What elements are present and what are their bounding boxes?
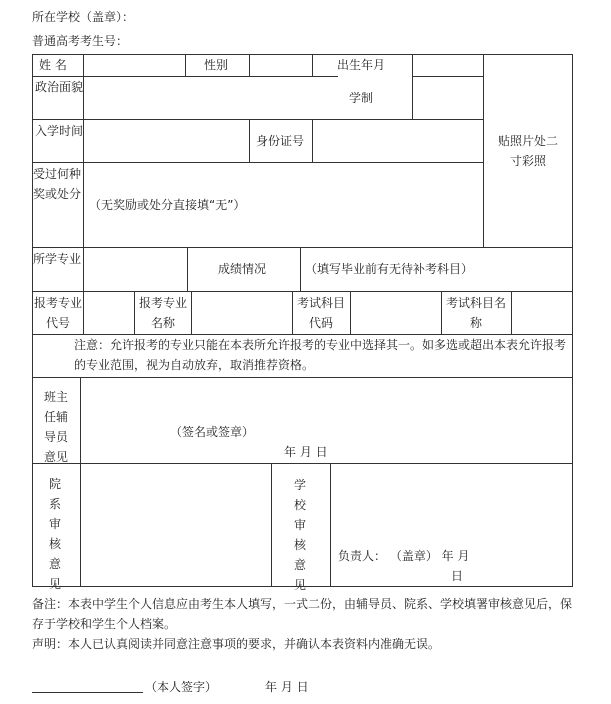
application-form-table — [32, 54, 573, 592]
grades-hint: （填写毕业前有无待补考科目） — [305, 262, 474, 276]
exam-subject-code-field[interactable] — [351, 292, 441, 334]
grades-field[interactable] — [301, 248, 572, 291]
department-review-field[interactable] — [81, 464, 271, 586]
politics-label: 政治面貌 — [35, 80, 84, 94]
school-signature-day: 日 — [451, 569, 464, 583]
apply-major-name-label: 报考专业名称 — [138, 296, 187, 330]
gender-label: 性别 — [204, 58, 229, 72]
politics-field[interactable] — [84, 77, 312, 119]
remarks-text: 备注：本表中学生个人信息应由考生本人填写，一式二份，由辅导员、院系、学校填署审核意见后，保存于学校和学生个人档案。 — [32, 597, 573, 631]
enrollment-date-label: 入学时间 — [35, 124, 84, 138]
school-line: 所在学校（盖章）： — [32, 10, 135, 24]
major-label: 所学专业 — [33, 252, 82, 266]
exam-number-line: 普通高考考生号： — [32, 34, 129, 48]
advisor-opinion-label: 班主任辅导员意见 — [43, 390, 68, 464]
award-hint: （无奖励或处分直接填“无”） — [89, 198, 246, 212]
notice-text: 注意：允许报考的专业只能在本表所允许报考的专业中选择其一。如多选或超出本表允许报考的专业范围，视为自动放弃，取消推荐资格。 — [74, 338, 567, 372]
school-review-label: 学校审核意见 — [293, 478, 306, 592]
photo-placeholder: 贴照片处二寸彩照 — [498, 134, 559, 168]
award-field[interactable] — [84, 163, 483, 247]
name-label: 姓 名 — [39, 58, 67, 72]
award-punishment-label: 受过何种奖或处分 — [33, 167, 82, 201]
department-review-label: 院系审核意见 — [48, 477, 61, 591]
schooling-years-label: 学制 — [349, 91, 374, 105]
photo-area[interactable] — [484, 55, 572, 247]
apply-major-name-field[interactable] — [192, 292, 292, 334]
advisor-signature-hint: （签名或签章） — [170, 425, 255, 439]
schooling-years-field[interactable] — [413, 77, 483, 119]
grades-label: 成绩情况 — [218, 262, 267, 276]
apply-major-code-label: 报考专业代号 — [34, 296, 83, 330]
advisor-opinion-field[interactable] — [81, 378, 572, 463]
statement-text: 声明：本人已认真阅读并同意注意事项的要求，并确认本表资料内准确无误。 — [32, 637, 441, 651]
exam-subject-code-label: 考试科目代码 — [296, 296, 345, 330]
gender-field[interactable] — [250, 55, 312, 76]
id-number-label: 身份证号 — [256, 134, 305, 148]
school-review-field[interactable] — [331, 464, 572, 586]
exam-subject-name-label: 考试科目名称 — [445, 296, 506, 330]
advisor-date: 年 月 日 — [284, 445, 328, 459]
signature-line[interactable] — [32, 692, 143, 693]
signature-label: （本人签字） — [145, 680, 218, 694]
enrollment-date-field[interactable] — [84, 120, 249, 162]
apply-major-code-field[interactable] — [84, 292, 134, 334]
signature-date: 年 月 日 — [265, 680, 309, 694]
name-field[interactable] — [84, 55, 185, 76]
exam-subject-name-field[interactable] — [512, 292, 572, 334]
school-signature-line: 负责人： （盖章） 年 月 — [338, 549, 470, 563]
id-number-field[interactable] — [313, 120, 483, 162]
birth-date-label: 出生年月 — [337, 58, 386, 72]
major-field[interactable] — [84, 248, 187, 291]
birth-date-field[interactable] — [413, 55, 483, 76]
